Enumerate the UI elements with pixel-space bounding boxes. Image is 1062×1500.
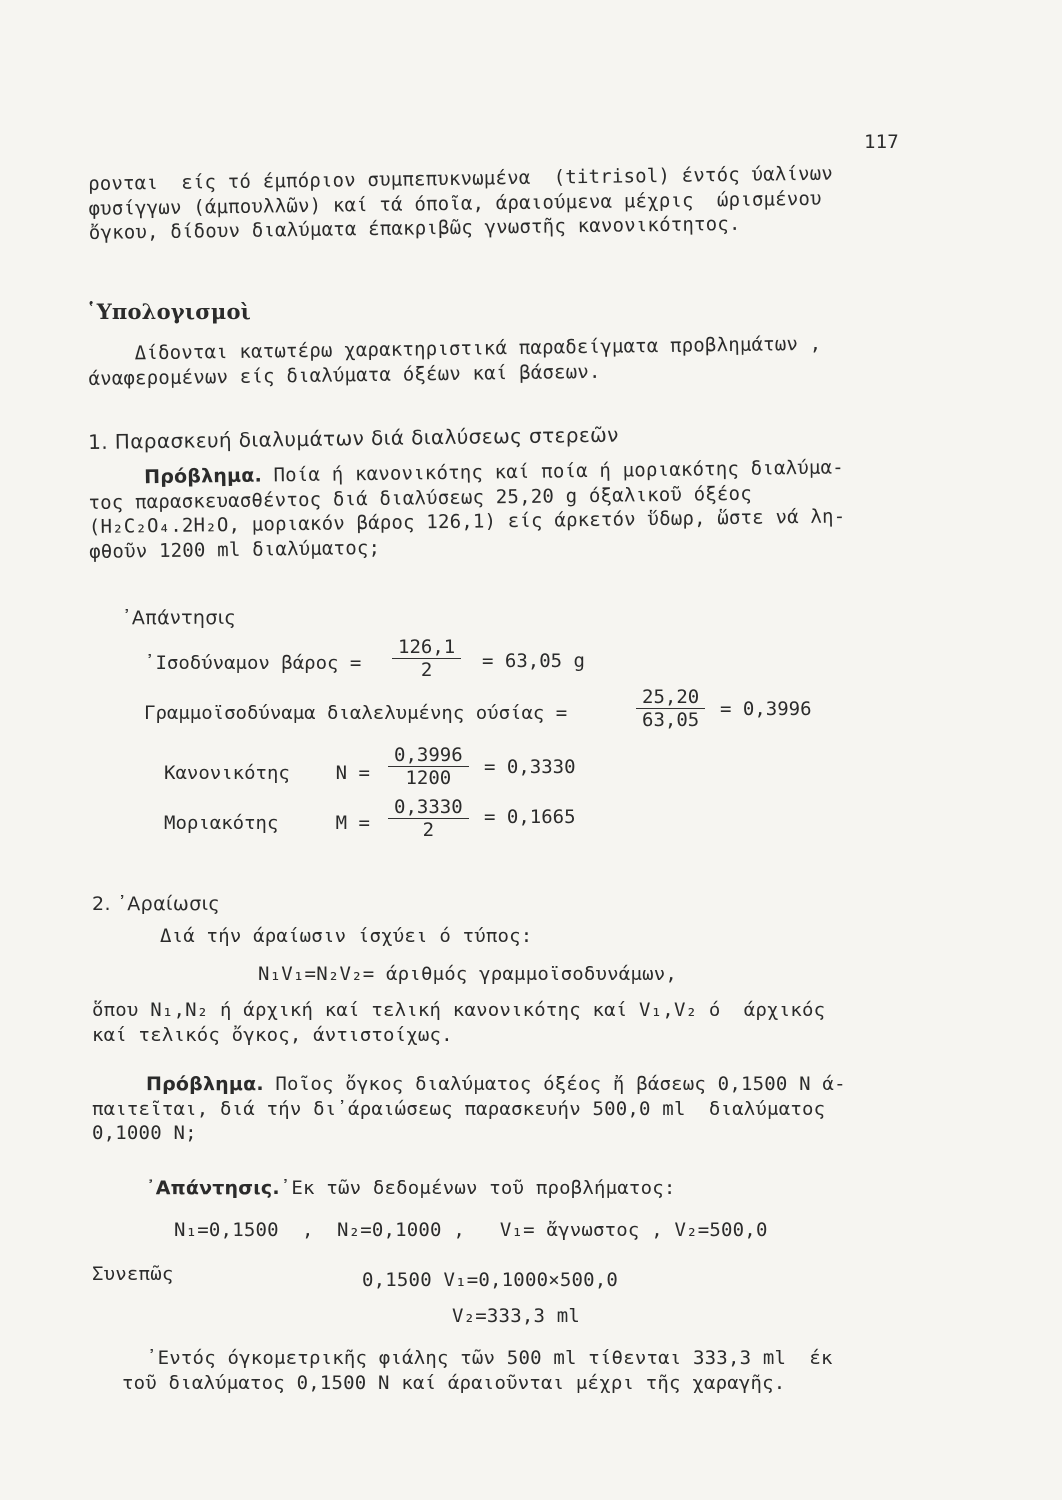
gram-equivalents-result: = 0,3996 [720, 698, 812, 720]
closing-line: ᾿Εντός όγκομετρικῆς φιάλης τῶν 500 ml τίθενται 333,3 ml έκ [146, 1347, 833, 1369]
section-intro-line: άναφερομένων είς διαλύματα όξέων καί βάσεων. [88, 360, 601, 390]
equivalent-weight-result: = 63,05 g [482, 650, 585, 672]
fraction-numerator: 0,3330 [388, 796, 469, 819]
closing-line: τοῦ διαλύματος 0,1500 N καί άραιοῦνται μέχρι τῆς χαραγῆς. [122, 1371, 786, 1394]
answer-2-closing [122, 1346, 833, 1395]
intro-line: ὄγκου, δίδουν διαλύματα έπακριβῶς γνωστῆς κανονικότητος. [88, 212, 741, 244]
problem-2-line: 0,1000 N; [92, 1122, 197, 1144]
problem-2 [92, 1072, 846, 1146]
section-intro-line: Δίδονται κατωτέρω χαρακτηριστικά παραδείγματα προβλημάτων , [88, 332, 822, 365]
problem-2-first-line-text: Ποῖος ὄγκος διαλύματος όξέος ἤ βάσεως 0,1500 N ά- [263, 1073, 846, 1095]
dilution-where [92, 998, 825, 1047]
gram-equivalents-fraction [636, 686, 705, 731]
molarity-result: = 0,1665 [484, 806, 576, 828]
fraction-denominator: 2 [422, 819, 435, 841]
intro-line: ρονται είς τό έμπόριον συμπεπυκνωμένα (titrisol) έντός ύαλίνων [88, 162, 834, 195]
problem-1-first-line-text: Ποία ή κανονικότης καί ποία ή μοριακότης διαλύμα- [261, 456, 844, 487]
fraction-numerator: 25,20 [636, 686, 705, 709]
equivalent-weight-fraction [392, 636, 461, 681]
section-intro [88, 332, 822, 391]
problem-2-first-line [92, 1072, 846, 1097]
page-number: 117 [864, 131, 899, 153]
answer-2-label: ᾿Απάντησις. [146, 1177, 280, 1199]
dilution-where-line: ὅπου N₁,N₂ ή άρχική καί τελική κανονικότης καί V₁,V₂ ό άρχικός [92, 999, 826, 1021]
intro-line: φυσίγγων (άμπουλλῶν) καί τά όποῖα, άραιούμενα μέχρις ώρισμένου [88, 187, 822, 220]
fraction-denominator: 2 [420, 659, 433, 681]
problem-2-label: Πρόβλημα. [146, 1073, 264, 1095]
intro-paragraph [88, 162, 834, 246]
fraction-denominator: 1200 [405, 767, 452, 789]
answer-2-givens: N₁=0,1500 , N₂=0,1000 , V₁= ἄγνωστος , V₂=500,0 [174, 1219, 768, 1241]
equivalent-weight-label: ᾿Ισοδύναμον βάρος = [144, 652, 362, 674]
section-heading: ῾Υπολογισμοὶ [86, 299, 252, 324]
fraction-numerator: 126,1 [392, 636, 461, 659]
normality-fraction [388, 744, 469, 789]
gram-equivalents-label: Γραμμοϊσοδύναμα διαλελυμένης ούσίας = [144, 702, 568, 724]
problem-1-label: Πρόβλημα. [144, 464, 263, 489]
answer-2-calc-1: 0,1500 V₁=0,1000×500,0 [362, 1269, 619, 1291]
answer-2-line [146, 1176, 676, 1200]
problem-1-line: φθοῦν 1200 ml διαλύματος; [89, 536, 381, 563]
fraction-denominator: 63,05 [642, 709, 700, 731]
answer-2-label-text: ᾿Εκ τῶν δεδομένων τοῦ προβλήματος: [279, 1177, 676, 1199]
dilution-intro: Διά τήν άραίωσιν ίσχύει ό τύπος: [160, 925, 533, 947]
dilution-where-line: καί τελικός ὄγκος, άντιστοίχως. [92, 1023, 453, 1046]
subsection-2-title: 2. ᾿Αραίωσις [92, 893, 221, 915]
molarity-fraction [388, 796, 469, 841]
answer-2-calc-2: V₂=333,3 ml [452, 1305, 581, 1327]
molarity-label: Μοριακότης M = [164, 812, 370, 834]
fraction-numerator: 0,3996 [388, 744, 469, 767]
dilution-formula: N₁V₁=N₂V₂= άριθμός γραμμοϊσοδυνάμων, [258, 963, 678, 985]
problem-2-line: παιτεῖται, διά τήν δι᾿άραιώσεως παρασκευήν 500,0 ml διαλύματος [92, 1097, 826, 1120]
normality-label: Κανονικότης N = [164, 762, 370, 784]
subsection-1-title: 1. Παρασκευή διαλυμάτων διά διαλύσεως στερεῶν [88, 422, 619, 454]
problem-1 [88, 455, 846, 564]
problem-1-line: (H₂C₂O₄.2H₂O, μοριακόν βάρος 126,1) είς άρκετόν ὕδωρ, ὥστε νά λη- [88, 505, 846, 538]
answer-2-therefore: Συνεπῶς [92, 1263, 174, 1285]
problem-1-line: τος παρασκευασθέντος διά διαλύσεως 25,20 g όξαλικοῦ όξέος [88, 482, 753, 514]
normality-result: = 0,3330 [484, 756, 576, 778]
answer-1-label: ᾿Απάντησις [122, 607, 237, 629]
